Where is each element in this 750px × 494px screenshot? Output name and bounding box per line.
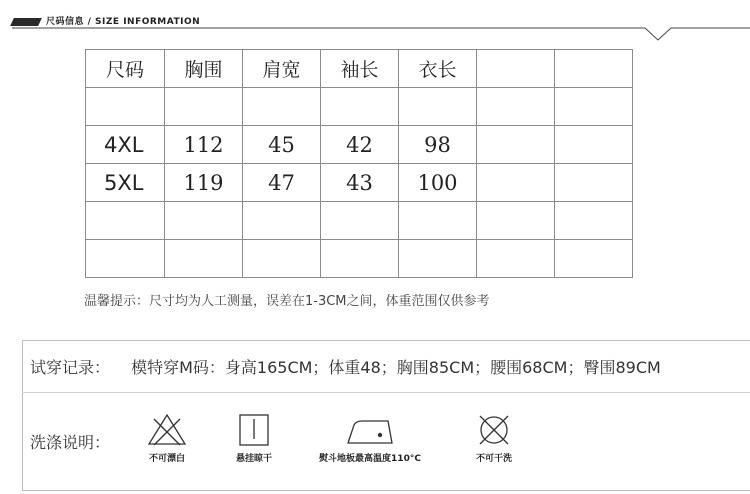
table-row xyxy=(86,202,633,240)
table-cell xyxy=(555,126,633,164)
section-header xyxy=(0,0,750,46)
table-cell xyxy=(165,202,243,240)
table-cell xyxy=(555,164,633,202)
header-cell xyxy=(477,50,555,88)
iron-icon xyxy=(344,413,396,447)
header-cell xyxy=(555,50,633,88)
try-on-label: 试穿记录： xyxy=(30,358,111,377)
wash-caption: 悬挂晾干 xyxy=(235,454,272,464)
no-dry-clean-icon xyxy=(474,413,514,447)
table-cell xyxy=(321,202,399,240)
info-box-bottom-border xyxy=(22,490,750,491)
table-cell xyxy=(86,202,165,240)
table-cell xyxy=(321,88,399,126)
shoulder-cell: 45 xyxy=(243,126,321,164)
table-cell xyxy=(477,240,555,278)
chest-cell: 112 xyxy=(165,126,243,164)
header-divider xyxy=(0,0,750,46)
size-table xyxy=(85,49,633,278)
table-cell xyxy=(165,88,243,126)
table-cell xyxy=(399,240,477,278)
chest-cell: 119 xyxy=(165,164,243,202)
table-cell xyxy=(555,240,633,278)
table-cell xyxy=(165,240,243,278)
table-cell xyxy=(86,88,165,126)
hang-dry-icon xyxy=(234,413,274,447)
info-box-left-border xyxy=(22,340,23,491)
table-cell xyxy=(477,202,555,240)
shoulder-cell: 47 xyxy=(243,164,321,202)
table-row xyxy=(86,164,633,202)
measurement-note: 温馨提示：尺寸均为人工测量，误差在1-3CM之间，体重范围仅供参考 xyxy=(84,294,490,309)
section-title: 尺码信息 / SIZE INFORMATION xyxy=(46,17,201,27)
header-cell: 袖长 xyxy=(321,50,399,88)
table-cell xyxy=(243,240,321,278)
size-label-cell: 5XL xyxy=(86,164,165,202)
sleeve-cell: 42 xyxy=(321,126,399,164)
wash-item-iron xyxy=(315,413,425,464)
table-row xyxy=(86,240,633,278)
table-cell xyxy=(555,202,633,240)
table-cell xyxy=(243,202,321,240)
sleeve-cell: 43 xyxy=(321,164,399,202)
wash-caption: 不可干洗 xyxy=(475,454,512,464)
info-box-top-border xyxy=(22,340,750,341)
wash-item-hang-dry xyxy=(199,413,309,464)
table-cell xyxy=(243,88,321,126)
table-row xyxy=(86,88,633,126)
header-cell: 胸围 xyxy=(165,50,243,88)
table-cell xyxy=(399,202,477,240)
table-cell xyxy=(555,88,633,126)
table-cell xyxy=(321,240,399,278)
wash-caption: 不可漂白 xyxy=(148,454,185,464)
table-cell xyxy=(477,164,555,202)
wash-item-no-dry-clean xyxy=(439,413,549,464)
info-box-divider xyxy=(22,392,750,393)
wash-caption: 熨斗地板最高温度110°C xyxy=(319,454,421,464)
table-row xyxy=(86,126,633,164)
try-on-text: 模特穿M码：身高165CM；体重48；胸围85CM；腰围68CM；臀围89CM xyxy=(131,358,661,377)
header-cell: 衣长 xyxy=(399,50,477,88)
no-bleach-icon xyxy=(147,413,187,447)
length-cell: 98 xyxy=(399,126,477,164)
header-cell: 尺码 xyxy=(86,50,165,88)
table-cell xyxy=(86,240,165,278)
washing-label: 洗涤说明： xyxy=(30,433,111,452)
table-cell xyxy=(399,88,477,126)
table-cell xyxy=(477,126,555,164)
length-cell: 100 xyxy=(399,164,477,202)
table-cell xyxy=(477,88,555,126)
size-label-cell: 4XL xyxy=(86,126,165,164)
try-on-record xyxy=(30,355,661,378)
table-header-row xyxy=(86,50,633,88)
header-cell: 肩宽 xyxy=(243,50,321,88)
